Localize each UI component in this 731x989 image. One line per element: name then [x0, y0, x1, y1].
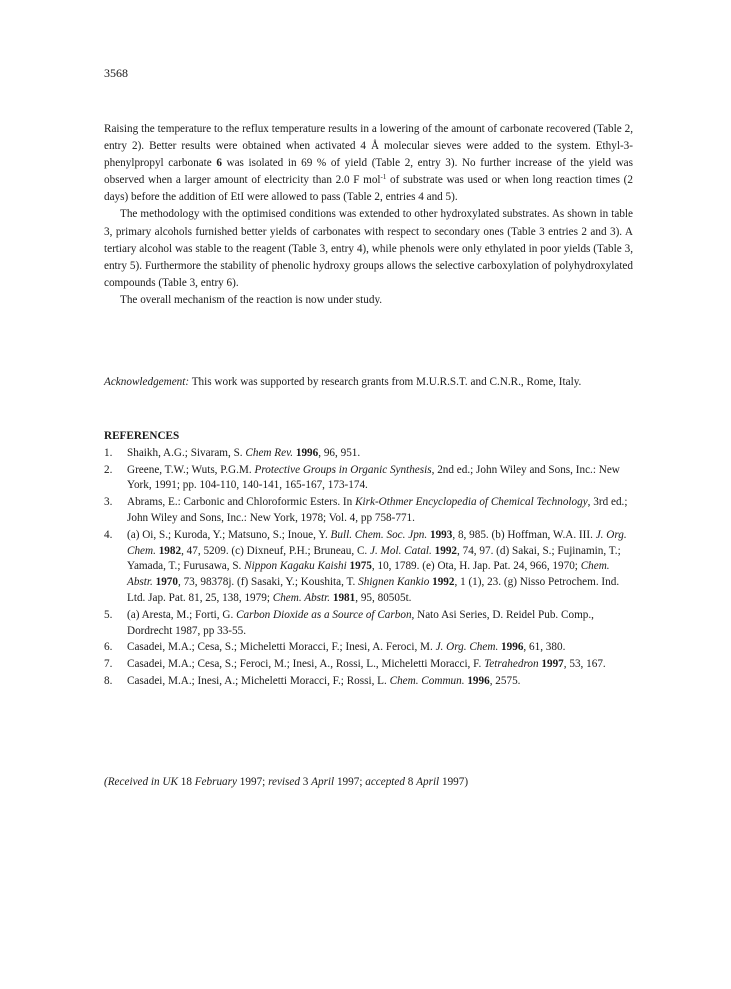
bold-run: 1993 — [429, 528, 453, 541]
bold-run: 1992 — [432, 576, 455, 589]
acknowledgement-label: Acknowledgement: — [104, 376, 190, 388]
italic-run: Bull. Chem. Soc. Jpn. — [330, 528, 428, 541]
text-run: , 74, 97. (d) Sakai, S.; Fujinamin, T.; Yamada, T.; Furusawa, S. — [127, 544, 621, 573]
text-run: 1997; — [334, 776, 366, 788]
italic-run: Chem. Abstr. — [127, 560, 610, 589]
text-run: , 10, 1789. (e) Ota, H. Jap. Pat. 24, 966, 1970; — [371, 560, 581, 573]
text-run: 1997; — [236, 776, 269, 788]
page-number: 3568 — [104, 66, 128, 80]
text-run: , 73, 98378j. (f) Sasaki, Y.; Koushita, T. — [177, 576, 359, 589]
acknowledgement-text: This work was supported by research grants from M.U.R.S.T. and C.N.R., Rome, Italy. — [189, 376, 582, 388]
reference-text — [127, 529, 627, 604]
italic-run: Tetrahedron — [484, 658, 539, 671]
text-run: Raising the temperature to the reflux temperature results in a lowering of the amount of carbonate recovered (Table 2, entry 2). Better results were obtained when activated 4 Å molecular sieves were added to the system. Ethyl-3-phenylpropyl carbonate — [104, 123, 633, 170]
text-run: , 1 (1), 23. (g) Nisso Petrochem. Ind. Ltd. Jap. Pat. 81, 25, 138, 1979; — [127, 576, 620, 604]
bold-run: 1992 — [434, 544, 458, 557]
reference-item — [104, 657, 633, 673]
italic-run: J. Mol. Catal. — [370, 544, 432, 557]
bold-run: 6 — [216, 157, 222, 170]
italic-run: April — [416, 776, 440, 788]
body-paragraph — [104, 206, 633, 291]
text-run: , 95, 80505t. — [355, 591, 412, 604]
italic-run: Shignen Kankio — [358, 576, 430, 589]
text-run: , 2575. — [489, 674, 521, 687]
reference-text — [127, 641, 565, 653]
text-run: 1997) — [439, 776, 469, 788]
reference-item — [104, 528, 633, 607]
reference-item — [104, 495, 633, 527]
italic-run: revised — [268, 776, 300, 788]
reference-number: 7. — [104, 658, 113, 671]
text-run: Greene, T.W.; Wuts, P.G.M. — [127, 463, 255, 476]
italic-run: February — [194, 776, 237, 788]
reference-item — [104, 446, 633, 462]
italic-run: (Received in UK — [104, 776, 178, 788]
bold-run: 1970 — [155, 576, 178, 589]
italic-run: Kirk-Othmer Encyclopedia of Chemical Technology — [355, 496, 588, 509]
reference-number: 1. — [104, 446, 113, 459]
text-run: was isolated in 69 % of yield (Table 2, entry 3). No further increase of the yield was observed when a larger amount of electricity than 2.0 F mol — [104, 157, 633, 187]
superscript-run: -1 — [380, 173, 387, 182]
bold-run: 1981 — [332, 591, 356, 604]
reference-item — [104, 463, 633, 495]
text-run: (a) Aresta, M.; Forti, G. — [127, 608, 237, 621]
text-run: 3 — [299, 776, 312, 788]
italic-run: Chem. Abstr. — [272, 591, 331, 604]
reference-number: 4. — [104, 528, 113, 541]
text-run: , 61, 380. — [523, 641, 566, 654]
text-run: , 47, 5209. (c) Dixneuf, P.H.; Bruneau, C. — [181, 544, 370, 557]
reference-list — [104, 446, 633, 690]
reference-number: 6. — [104, 641, 113, 654]
reference-text — [127, 464, 620, 492]
text-run: , 8, 985. (b) Hoffman, W.A. III. — [452, 528, 596, 541]
italic-run: J. Org. Chem. — [435, 641, 499, 654]
text-run: Casadei, M.A.; Inesi, A.; Micheletti Moracci, F.; Rossi, L. — [127, 674, 390, 687]
body-text — [104, 121, 633, 309]
text-run: Casadei, M.A.; Cesa, S.; Micheletti Moracci, F.; Inesi, A. Feroci, M. — [127, 641, 436, 654]
text-run: (a) Oi, S.; Kuroda, Y.; Matsuno, S.; Inoue, Y. — [127, 528, 331, 541]
text-run: The methodology with the optimised conditions was extended to other hydroxylated substrates. As shown in table 3, primary alcohols furnished better yields of carbonates with respect to secondary ones (Table 3 entries 2 and 3). A tertiary alcohol was stable to the reagent (Table 3, entry 4), while phenols were only ethylated in poor yields (Table 3, entry 5). Furthermore the stability of phenolic hydroxy groups allows the selective carboxylation of polyhydroxylated compounds (Table 3, entry 6). — [104, 208, 633, 289]
references-section — [104, 429, 633, 691]
reference-item — [104, 640, 633, 656]
text-run: Casadei, M.A.; Cesa, S.; Feroci, M.; Inesi, A., Rossi, L., Micheletti Moracci, F. — [127, 658, 485, 671]
acknowledgement — [104, 376, 633, 388]
italic-run: accepted — [365, 776, 405, 788]
reference-item — [104, 674, 633, 690]
italic-run: Protective Groups in Organic Synthesis — [254, 463, 432, 476]
text-run: , 53, 167. — [563, 658, 606, 671]
italic-run: J. Org. Chem. — [127, 528, 627, 557]
text-run: , 3rd ed.; John Wiley and Sons, Inc.: New York, 1978; Vol. 4, pp 758-771. — [127, 496, 628, 524]
text-run: The overall mechanism of the reaction is now under study. — [120, 293, 383, 306]
reference-item — [104, 608, 633, 640]
text-run: of substrate was used or when long reaction times (2 days) before the addition of EtI were allowed to pass (Table 2, entries 4 and 5). — [104, 174, 633, 204]
reference-text — [127, 447, 360, 459]
reference-text — [127, 675, 520, 687]
italic-run: Nippon Kagaku Kaishi — [244, 560, 347, 573]
reference-text — [127, 496, 627, 524]
references-heading: REFERENCES — [104, 430, 180, 442]
text-run: 18 — [177, 776, 195, 788]
italic-run: Carbon Dioxide as a Source of Carbon, — [236, 608, 415, 621]
text-run: , 96, 951. — [318, 446, 361, 459]
reference-text — [127, 609, 594, 637]
body-paragraph — [104, 121, 633, 206]
reference-number: 5. — [104, 608, 113, 621]
reference-number: 2. — [104, 463, 113, 476]
body-paragraph — [104, 292, 633, 309]
text-run: Nato Asi Series, D. Reidel Pub. Comp., Dordrecht 1987, pp 33-55. — [127, 608, 594, 637]
reference-number: 8. — [104, 674, 113, 687]
reference-text — [127, 658, 606, 670]
bold-run: 1997 — [541, 658, 564, 671]
reference-number: 3. — [104, 496, 113, 509]
bold-run: 1996 — [467, 674, 490, 687]
italic-run: April — [311, 776, 335, 788]
bold-run: 1996 — [295, 446, 319, 459]
received-dates — [104, 776, 468, 788]
bold-run: 1996 — [501, 641, 524, 654]
text-run: 8 — [404, 776, 417, 788]
italic-run: Chem. Commun. — [389, 674, 465, 687]
text-run: Abrams, E.: Carbonic and Chloroformic Esters. In — [127, 496, 356, 509]
bold-run: 1982 — [158, 544, 182, 557]
italic-run: Chem Rev. — [245, 446, 294, 459]
bold-run: 1975 — [349, 560, 372, 573]
text-run: Shaikh, A.G.; Sivaram, S. — [127, 446, 246, 459]
text-run: , 2nd ed.; John Wiley and Sons, Inc.: New York, 1991; pp. 104-110, 140-141, 165-167, 173-174. — [127, 463, 620, 492]
